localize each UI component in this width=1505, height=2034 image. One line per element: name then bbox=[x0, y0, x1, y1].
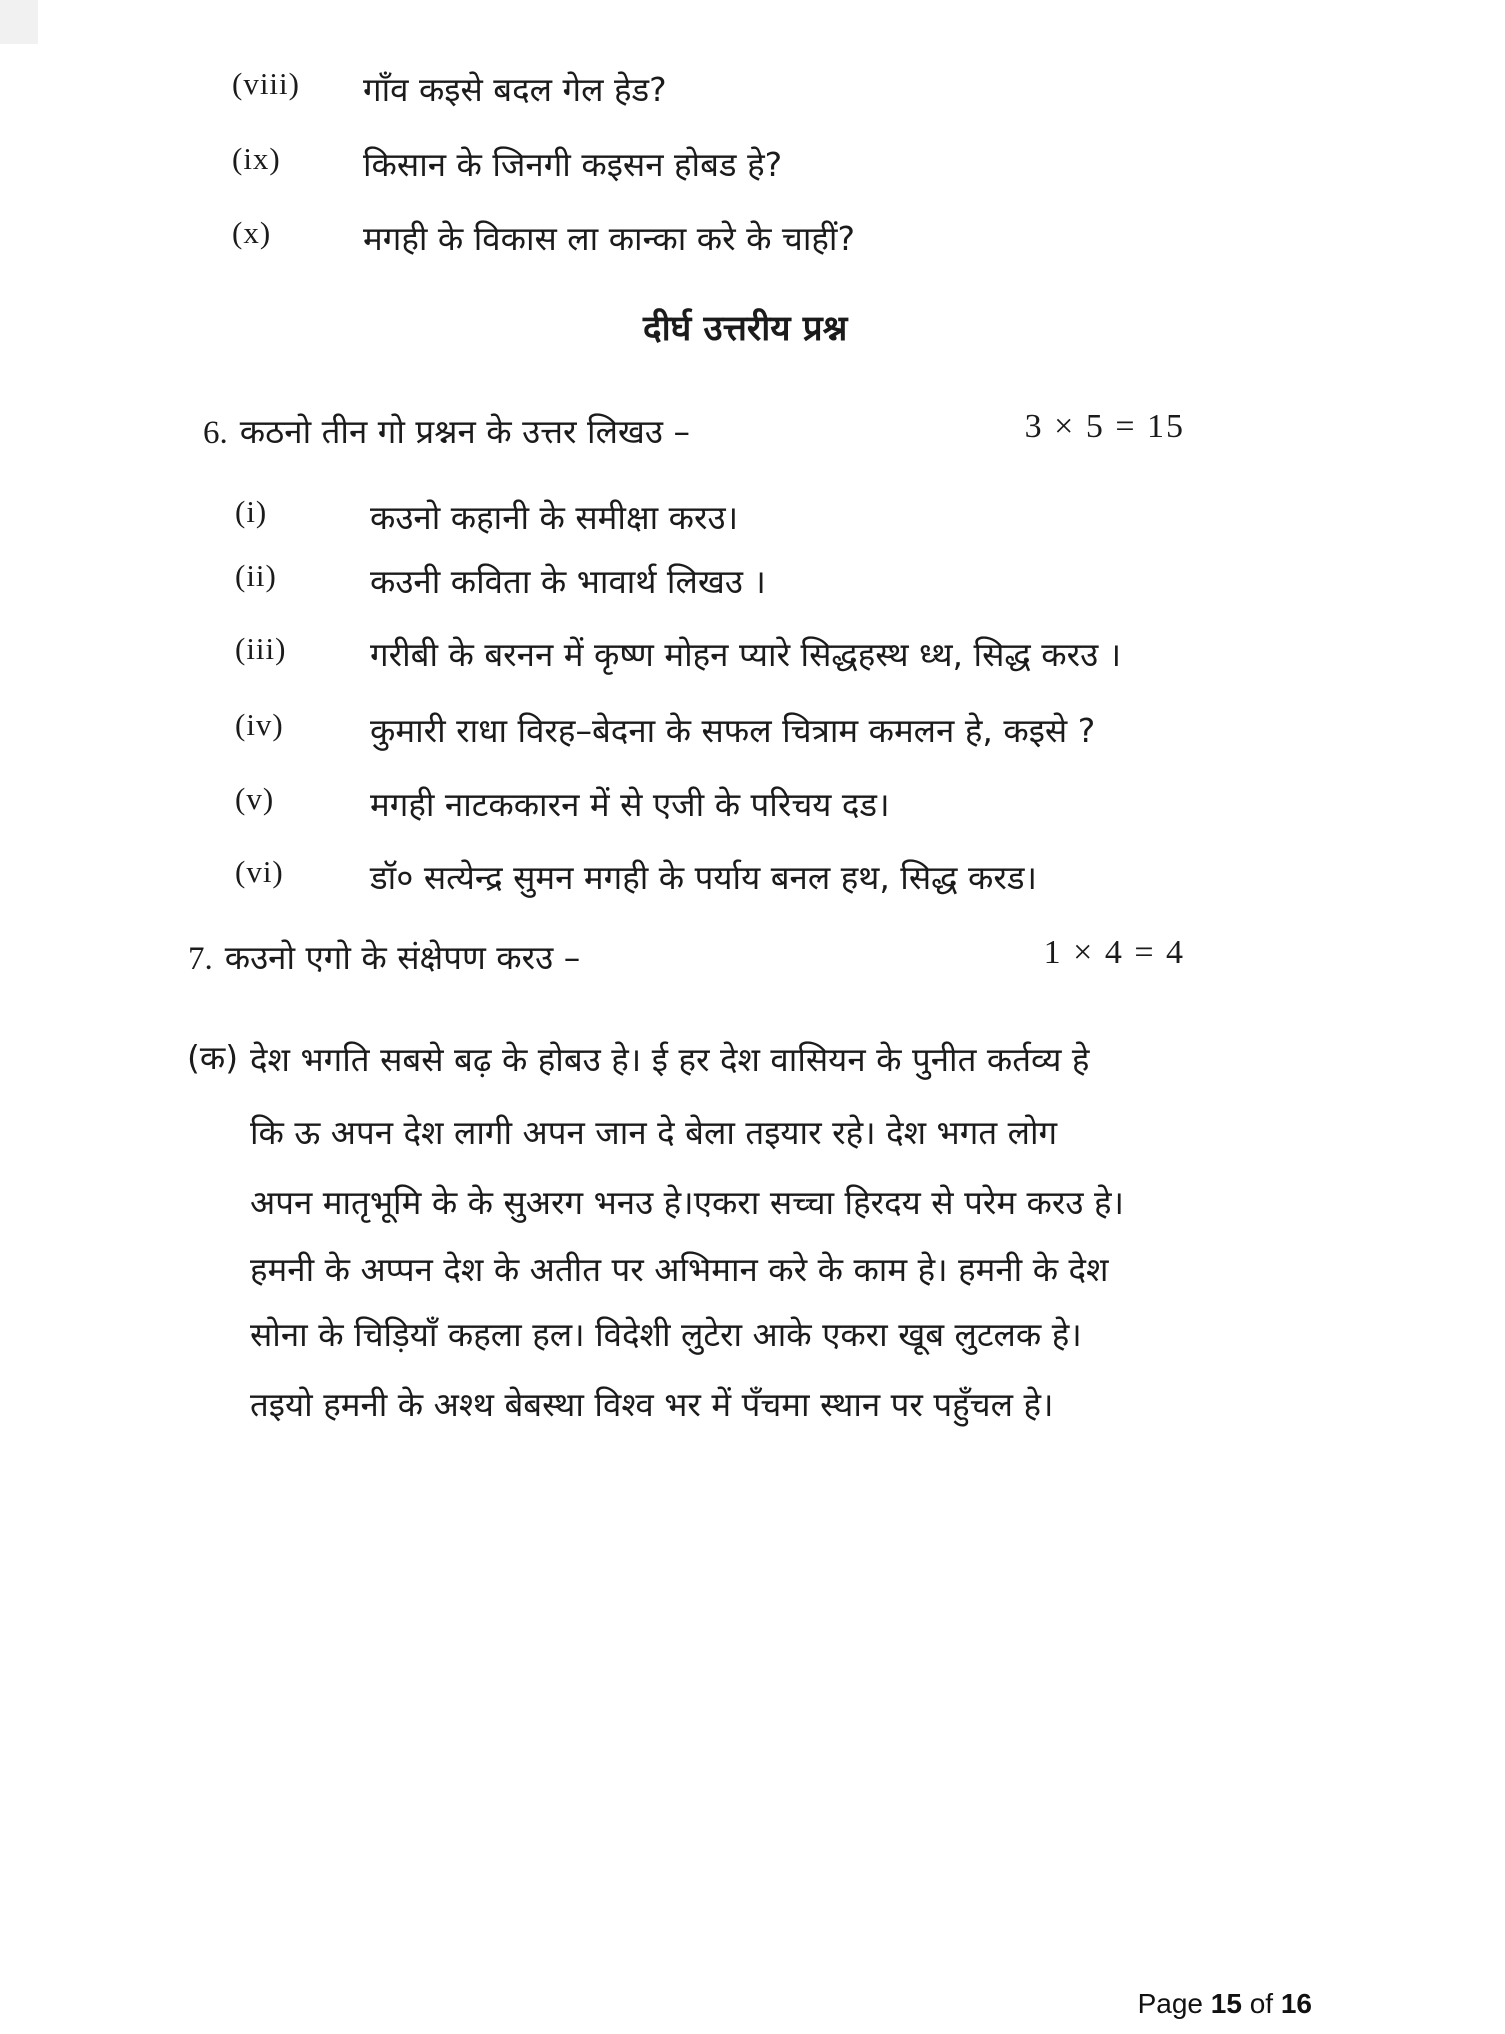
question-6-marks: 3 × 5 = 15 bbox=[1024, 408, 1185, 445]
passage-line: कि ऊ अपन देश लागी अपन जान दे बेला तइयार रहे। देश भगत लोग bbox=[250, 1113, 1058, 1152]
passage-line: तइयो हमनी के अश्थ बेबस्था विश्व भर में पँचमा स्थान पर पहुँचल हे। bbox=[250, 1385, 1054, 1424]
item-text: डॉ० सत्येन्द्र सुमन मगही के पर्याय बनल हथ, सिद्ध करड। bbox=[370, 858, 1038, 897]
item-text: कुमारी राधा विरह–बेदना के सफल चित्राम कमलन हे, कइसे ? bbox=[370, 711, 1096, 750]
footer-page-number: 15 bbox=[1210, 1988, 1242, 2019]
item-text: गरीबी के बरनन में कृष्ण मोहन प्यारे सिद्धहस्थ ध्थ, सिद्ध करउ । bbox=[370, 635, 1122, 674]
item-label: (ix) bbox=[232, 141, 281, 176]
item-text: कउनी कविता के भावार्थ लिखउ । bbox=[370, 562, 766, 601]
question-text: कउनो एगो के संक्षेपण करउ – bbox=[224, 938, 581, 977]
passage-label: (क) bbox=[187, 1038, 239, 1077]
page-footer bbox=[1138, 1988, 1312, 2020]
question-6 bbox=[203, 408, 690, 453]
passage-line: अपन मातृभूमि के के सुअरग भनउ हे।एकरा सच्चा हिरदय से परेम करउ हे। bbox=[250, 1183, 1124, 1222]
item-text: मगही नाटककारन में से एजी के परिचय दड। bbox=[370, 785, 890, 824]
question-number: 7. bbox=[188, 941, 213, 977]
item-text: गाँव कइसे बदल गेल हेड? bbox=[363, 70, 667, 109]
item-label: (v) bbox=[235, 781, 275, 816]
question-number: 6. bbox=[203, 415, 228, 451]
question-7 bbox=[188, 934, 580, 979]
section-heading: दीर्घ उत्तरीय प्रश्न bbox=[643, 309, 848, 349]
item-text: किसान के जिनगी कइसन होबड हे? bbox=[363, 145, 783, 184]
item-text: कउनो कहानी के समीक्षा करउ। bbox=[370, 498, 739, 537]
item-label: (iv) bbox=[235, 707, 284, 742]
scan-artifact bbox=[0, 0, 38, 44]
footer-word-page: Page bbox=[1137, 1988, 1203, 2019]
item-label: (vi) bbox=[235, 854, 284, 889]
item-label: (i) bbox=[235, 494, 268, 529]
item-label: (iii) bbox=[235, 631, 287, 666]
passage-line: हमनी के अप्पन देश के अतीत पर अभिमान करे के काम हे। हमनी के देश bbox=[250, 1250, 1109, 1289]
footer-word-of: of bbox=[1249, 1988, 1274, 2019]
item-label: (x) bbox=[232, 215, 272, 250]
footer-total-pages: 16 bbox=[1280, 1988, 1312, 2019]
question-text: कठनो तीन गो प्रश्नन के उत्तर लिखउ – bbox=[239, 412, 691, 451]
passage-line: देश भगति सबसे बढ़ के होबउ हे। ई हर देश वासियन के पुनीत कर्तव्य हे bbox=[250, 1040, 1090, 1079]
item-label: (ii) bbox=[235, 558, 277, 593]
item-label: (viii) bbox=[232, 66, 300, 101]
question-7-marks: 1 × 4 = 4 bbox=[1043, 934, 1185, 971]
item-text: मगही के विकास ला कान्का करे के चाहीं? bbox=[363, 219, 855, 258]
passage-line: सोना के चिड़ियाँ कहला हल। विदेशी लुटेरा आके एकरा खूब लुटलक हे। bbox=[250, 1315, 1082, 1354]
